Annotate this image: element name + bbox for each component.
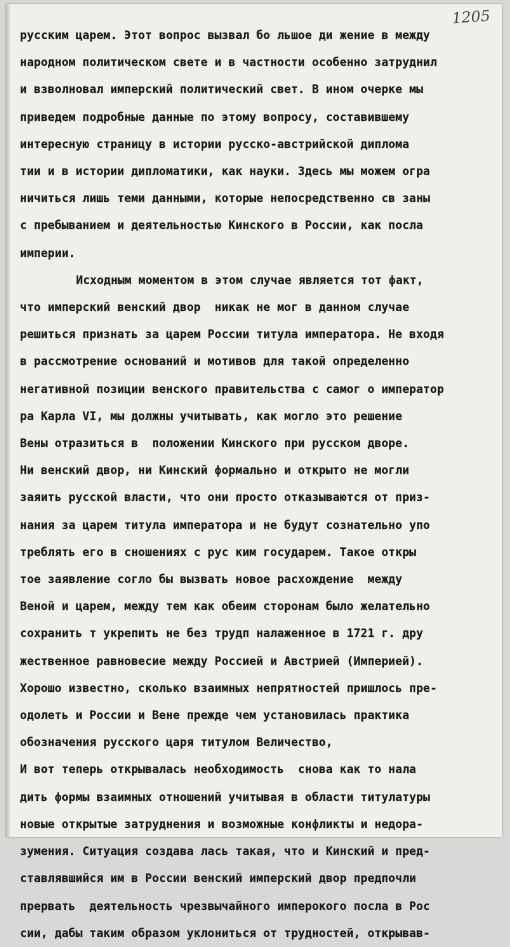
page-number: 1205 <box>451 6 491 28</box>
text-line: ра Карла VI, мы должны учитывать, как могло это решение <box>20 409 403 423</box>
text-line: негативной позиции венского правительства с самог о император <box>20 382 445 396</box>
text-line: русским царем. Этот вопрос вызвал бо льшое ди жение в между <box>20 29 431 42</box>
text-line: Веной и царем, между тем как обеим сторонам было желательно <box>20 600 431 614</box>
text-line: Исходным моментом в этом случае является тот факт, <box>76 273 424 287</box>
text-line: империи. <box>20 246 76 260</box>
text-line: новые открытые затруднения и возможные конфликты и недора- <box>20 817 424 831</box>
text-line: треблять его в сношениях с рус ким государем. Такое откры <box>20 545 417 559</box>
text-line: интересную страницу в истории русско-австрийской диплома <box>20 137 410 151</box>
text-line: сии, дабы таким образом уклониться от трудностей, открывав- <box>20 926 431 940</box>
text-line: жественное равновесие между Россией и Австрией (Империей). <box>20 654 424 668</box>
text-line: Хорошо известно, сколько взаимных непрятностей пришлось пре- <box>20 681 438 695</box>
text-line: зумения. Ситуация создава лась такая, что и Кинский и пред- <box>20 845 431 859</box>
text-line: дить формы взаимных отношений учитывая в области титулатуры <box>20 790 431 804</box>
text-line: народном политическом свете и в частности особенно затруднил <box>20 56 438 70</box>
text-line: Ни венский двор, ни Кинский формально и открыто не могли <box>20 464 410 478</box>
text-line: тое заявление согло бы вызвать новое расхождение между <box>20 573 403 587</box>
text-line: и взволновал имперский политический свет. В ином очерке мы <box>20 83 424 97</box>
text-line: ставлявшийся им в России венский имперский двор предпочли <box>20 872 417 886</box>
text-line: тии и в истории дипломатики, как науки. Здесь мы можем огра <box>20 165 431 179</box>
text-line: что имперский венский двор никак не мог в данном случае <box>20 301 410 315</box>
text-line: обозначения русского царя титулом Величество, <box>20 736 333 750</box>
text-line: прервать деятельность чрезвычайного имперокого посла в Рос <box>20 899 431 913</box>
text-line: И вот теперь открывалась необходимость снова как то нала <box>20 763 417 777</box>
text-line: решиться признать за царем России титула императора. Не входя <box>20 328 445 342</box>
text-line: заяить русской власти, что они просто отказываются от приз- <box>20 491 431 505</box>
text-line: с пребыванием и деятельностью Кинского в России, как посла <box>20 219 424 233</box>
page-edge-shadow <box>6 4 11 837</box>
text-line: ничиться лишь теми данными, которые непосредственно св заны <box>20 192 431 206</box>
text-line: сохранить т укрепить не без трудп налаженное в 1721 г. дру <box>20 627 424 641</box>
text-line: Вены отразиться в положении Кинского при русском дворе. <box>20 437 410 451</box>
text-line: одолеть и России и Вене прежде чем установилась практика <box>20 709 410 723</box>
body-text <box>20 22 500 947</box>
text-line: в рассмотрение оснований и мотивов для такой определенно <box>20 355 410 369</box>
text-line: приведем подробные данные по этому вопросу, составившему <box>20 110 410 124</box>
document-page <box>6 4 502 940</box>
text-line: нания за царем титула императора и не будут сознательно упо <box>20 518 431 532</box>
